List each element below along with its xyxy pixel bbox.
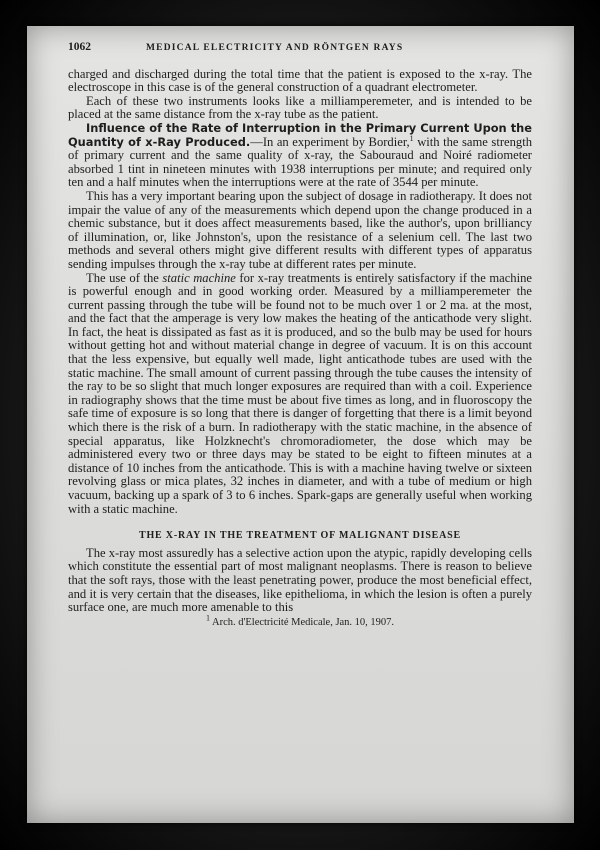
paragraph-5-text-a: The use of the	[86, 270, 163, 285]
footnote-reference: 1	[409, 133, 414, 143]
paragraph-6: The x-ray most assuredly has a selective action upon the atypic, rapidly developing cells which constitute the essential part of most malignant neoplasms. There is reason to believe that the soft rays, those with the least penetrating power, produce the most beneficial effect, and it is very certain that the diseases, like epithelioma, in which the lesion is often a purely surface one, are much more amenable to this	[68, 545, 532, 615]
page-number: 1062	[68, 41, 91, 53]
footnote-mark: 1	[205, 613, 210, 623]
section-title: THE X-RAY IN THE TREATMENT OF MALIGNANT DISEASE	[138, 530, 461, 542]
footnote-text: Arch. d'Electricité Medicale, Jan. 10, 1907.	[209, 616, 395, 628]
paragraph-3-text-b: with the same strength of primary current and the same quality of x-ray, the Sabouraud and Noiré radiometer absorbed 1 tint in nineteen minutes with 1938 interruptions per minute; and required only ten and a half minutes when the interruptions were at the rate of 3544 per minute.	[68, 134, 532, 190]
page-text	[68, 41, 532, 629]
paragraph-3-text-a: —In an experiment by Bordier,	[250, 134, 410, 149]
running-head	[68, 41, 532, 56]
paragraph-1: charged and discharged during the total time that the patient is exposed to the x-ray. The electroscope in this case is of the general construction of a quadrant electrometer.	[68, 66, 532, 95]
paragraph-2: Each of these two instruments looks like a milliamperemeter, and is intended to be placed at the same distance from the x-ray tube as the patient.	[68, 93, 532, 122]
subsection-heading: Influence of the Rate of Interruption in the Primary Current Upon the Quantity of x-Ray Produced.	[68, 120, 532, 149]
paragraph-5-italic: static machine	[162, 270, 236, 285]
paragraph-3	[68, 122, 532, 190]
book-page	[27, 26, 574, 823]
paragraph-5	[68, 272, 532, 517]
running-title: MEDICAL ELECTRICITY AND RÖNTGEN RAYS	[146, 43, 404, 53]
paragraph-4: This has a very important bearing upon the subject of dosage in radiotherapy. It does not impair the value of any of the measurements which depend upon the change produced in a chemic substance, but it does affect measurements based, like the author's, upon brilliancy of illumination, or, like Johnston's, upon the resistance of a selenium cell. The last two methods and several others might give different results with different types of apparatus sending impulses through the x-ray tube at different rates per minute.	[68, 188, 532, 271]
paragraph-5-text-b: for x-ray treatments is entirely satisfactory if the machine is powerful enough and in good working order. Measured by a milliamperemeter the current passing through the tube will be found not to be much over 1 or 2 ma. at the most, and the fact that the amperage is very low makes the heating of the anticathode very slight. In fact, the heat is dissipated as fast as it is produced, and so the bulb may be used for hours without getting hot and without material change in degree of vacuum. It is on this account that the less expensive, but equally well made, light anticathode tubes are used with the static machine. The small amount of current passing through the tube causes the intensity of the ray to be so slight that much longer exposures are required than with a coil. Experience in radiography shows that the time must be about five times as long, and in fluoroscopy the safe time of exposure is so long that there is danger of forgetting that there is a limit beyond which there is the risk of a burn. In radiotherapy with the static machine, in the absence of special apparatus, like Holzknecht's chromoradiometer, the dose which may be administered every two or three days may be stated to be eight to fifteen minutes at a distance of 10 inches from the anticathode. This is with a machine having twelve or sixteen revolving glass or mica plates, 32 inches in diameter, and with a tube of medium or high vacuum, backing up a spark of 3 to 6 inches. Spark-gaps are generally useful when working with a static machine.	[68, 270, 532, 516]
footnote	[68, 613, 532, 630]
